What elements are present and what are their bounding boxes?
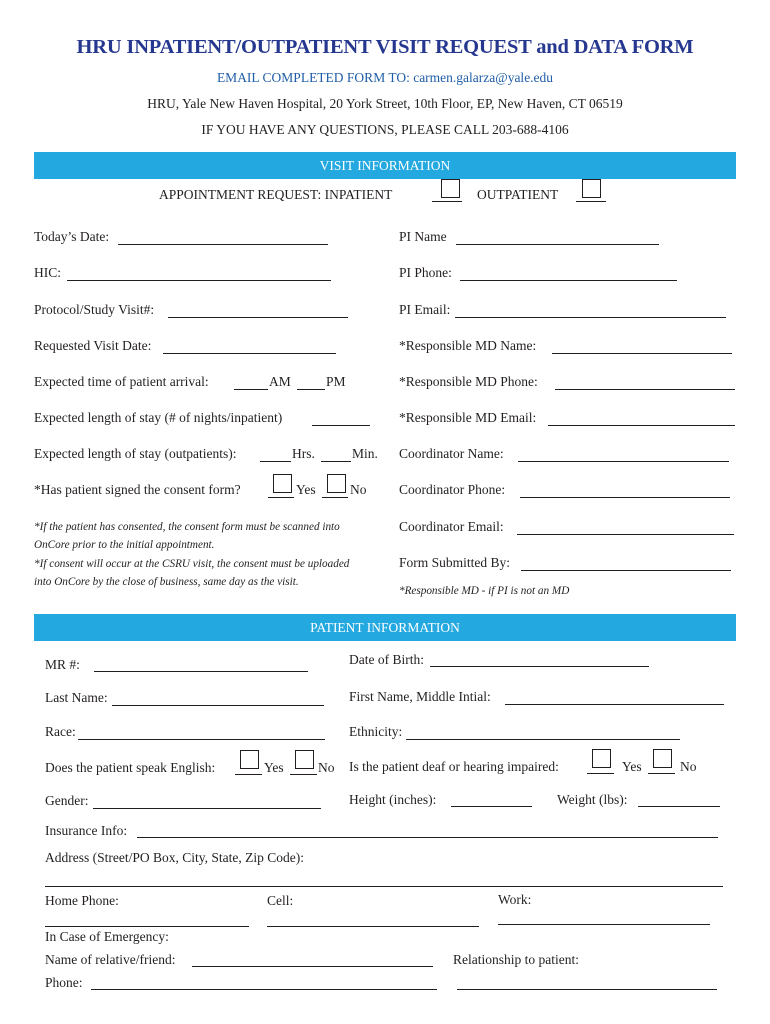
- pi-phone-field[interactable]: [460, 280, 677, 281]
- requested-date-label: Requested Visit Date:: [34, 338, 152, 353]
- consent-label: *Has patient signed the consent form?: [34, 482, 241, 497]
- md-email-field[interactable]: [548, 425, 735, 426]
- hic-field[interactable]: [67, 280, 331, 281]
- hru-address: HRU, Yale New Haven Hospital, 20 York Street, 10th Floor, EP, New Haven, CT 06519: [147, 96, 623, 111]
- deaf-no-label: No: [680, 759, 697, 774]
- deaf-yes-label: Yes: [622, 759, 642, 774]
- md-name-field[interactable]: [552, 353, 732, 354]
- consent-yes-label: Yes: [296, 482, 316, 497]
- arrival-label: Expected time of patient arrival:: [34, 374, 209, 389]
- todays-date-field[interactable]: [118, 244, 328, 245]
- inpatient-checkbox[interactable]: [441, 179, 460, 198]
- english-label: Does the patient speak English:: [45, 760, 216, 775]
- requested-date-field[interactable]: [163, 353, 336, 354]
- stay-inpatient-label: Expected length of stay (# of nights/inpatient): [34, 410, 283, 425]
- relationship-field[interactable]: [457, 989, 717, 990]
- weight-label: Weight (lbs):: [557, 792, 628, 807]
- home-phone-label: Home Phone:: [45, 893, 119, 908]
- consent-note-line4: into OnCore by the close of business, same day as the visit.: [34, 576, 299, 588]
- md-name-label: *Responsible MD Name:: [399, 338, 537, 353]
- form-title: HRU INPATIENT/OUTPATIENT VISIT REQUEST and DATA FORM: [76, 36, 694, 58]
- todays-date-label: Today’s Date:: [34, 229, 110, 244]
- stay-minutes-field[interactable]: [321, 461, 351, 462]
- stay-inpatient-field[interactable]: [312, 425, 370, 426]
- last-name-field[interactable]: [112, 705, 324, 706]
- english-no-underline: [290, 774, 317, 775]
- relationship-label: Relationship to patient:: [453, 952, 579, 967]
- address-field[interactable]: [45, 886, 723, 887]
- dob-field[interactable]: [430, 666, 649, 667]
- deaf-yes-checkbox[interactable]: [592, 749, 611, 768]
- consent-note-line3: *If consent will occur at the CSRU visit, the consent must be uploaded: [34, 558, 350, 570]
- gender-label: Gender:: [45, 793, 89, 808]
- arrival-am-field[interactable]: [234, 389, 268, 390]
- cell-label: Cell:: [267, 893, 294, 908]
- md-phone-label: *Responsible MD Phone:: [399, 374, 538, 389]
- height-label: Height (inches):: [349, 792, 437, 807]
- mr-field[interactable]: [94, 671, 308, 672]
- min-label: Min.: [352, 446, 378, 461]
- pi-email-field[interactable]: [455, 317, 726, 318]
- outpatient-underline: [576, 201, 606, 202]
- coordinator-email-field[interactable]: [517, 534, 734, 535]
- inpatient-underline: [432, 201, 462, 202]
- ethnicity-field[interactable]: [406, 739, 680, 740]
- patient-information-banner: PATIENT INFORMATION: [34, 614, 736, 641]
- pi-email-label: PI Email:: [399, 302, 451, 317]
- submitted-by-field[interactable]: [521, 570, 731, 571]
- work-field[interactable]: [498, 924, 710, 925]
- first-name-label: First Name, Middle Intial:: [349, 689, 491, 704]
- coordinator-phone-label: Coordinator Phone:: [399, 482, 506, 497]
- protocol-field[interactable]: [168, 317, 348, 318]
- deaf-no-underline: [648, 773, 675, 774]
- consent-no-underline: [322, 497, 348, 498]
- emergency-label: In Case of Emergency:: [45, 929, 169, 944]
- gender-field[interactable]: [93, 808, 321, 809]
- insurance-label: Insurance Info:: [45, 823, 128, 838]
- submitted-by-label: Form Submitted By:: [399, 555, 511, 570]
- consent-no-label: No: [350, 482, 367, 497]
- weight-field[interactable]: [638, 806, 720, 807]
- hic-label: HIC:: [34, 265, 61, 280]
- stay-hours-field[interactable]: [260, 461, 291, 462]
- deaf-label: Is the patient deaf or hearing impaired:: [349, 759, 559, 774]
- english-no-checkbox[interactable]: [295, 750, 314, 769]
- insurance-field[interactable]: [137, 837, 718, 838]
- coordinator-email-label: Coordinator Email:: [399, 519, 504, 534]
- questions-phone: IF YOU HAVE ANY QUESTIONS, PLEASE CALL 203-688-4106: [201, 122, 569, 137]
- responsible-md-note: *Responsible MD - if PI is not an MD: [399, 585, 570, 597]
- last-name-label: Last Name:: [45, 690, 108, 705]
- dob-label: Date of Birth:: [349, 652, 424, 667]
- coordinator-name-field[interactable]: [518, 461, 729, 462]
- pi-name-field[interactable]: [456, 244, 659, 245]
- english-yes-label: Yes: [264, 760, 284, 775]
- email-instruction[interactable]: EMAIL COMPLETED FORM TO: carmen.galarza@yale.edu: [216, 70, 554, 85]
- consent-yes-underline: [268, 497, 294, 498]
- protocol-label: Protocol/Study Visit#:: [34, 302, 155, 317]
- first-name-field[interactable]: [505, 704, 724, 705]
- deaf-yes-underline: [587, 773, 614, 774]
- cell-field[interactable]: [267, 926, 479, 927]
- appointment-request-label: APPOINTMENT REQUEST: INPATIENT: [159, 187, 393, 202]
- deaf-no-checkbox[interactable]: [653, 749, 672, 768]
- race-label: Race:: [45, 724, 76, 739]
- mr-label: MR #:: [45, 657, 80, 672]
- race-field[interactable]: [78, 739, 325, 740]
- arrival-pm-field[interactable]: [297, 389, 325, 390]
- emergency-phone-label: Phone:: [45, 975, 83, 990]
- english-yes-checkbox[interactable]: [240, 750, 259, 769]
- english-no-label: No: [318, 760, 335, 775]
- pi-name-label: PI Name: [399, 229, 447, 244]
- hrs-label: Hrs.: [292, 446, 315, 461]
- visit-information-banner: VISIT INFORMATION: [34, 152, 736, 179]
- md-email-label: *Responsible MD Email:: [399, 410, 537, 425]
- am-label: AM: [269, 374, 291, 389]
- ethnicity-label: Ethnicity:: [349, 724, 403, 739]
- pm-label: PM: [326, 374, 346, 389]
- outpatient-label: OUTPATIENT: [477, 187, 559, 202]
- emergency-phone-field[interactable]: [91, 989, 437, 990]
- relative-name-label: Name of relative/friend:: [45, 952, 176, 967]
- consent-yes-checkbox[interactable]: [273, 474, 292, 493]
- consent-no-checkbox[interactable]: [327, 474, 346, 493]
- outpatient-checkbox[interactable]: [582, 179, 601, 198]
- coordinator-name-label: Coordinator Name:: [399, 446, 504, 461]
- english-yes-underline: [235, 774, 262, 775]
- stay-outpatient-label: Expected length of stay (outpatients):: [34, 446, 237, 461]
- pi-phone-label: PI Phone:: [399, 265, 452, 280]
- md-phone-field[interactable]: [555, 389, 735, 390]
- work-label: Work:: [498, 892, 532, 907]
- relative-name-field[interactable]: [192, 966, 433, 967]
- home-phone-field[interactable]: [45, 926, 249, 927]
- coordinator-phone-field[interactable]: [520, 497, 730, 498]
- height-field[interactable]: [451, 806, 532, 807]
- consent-note-line2: OnCore prior to the initial appointment.: [34, 539, 215, 551]
- consent-note-line1: *If the patient has consented, the consent form must be scanned into: [34, 521, 340, 533]
- address-label: Address (Street/PO Box, City, State, Zip Code):: [45, 850, 304, 865]
